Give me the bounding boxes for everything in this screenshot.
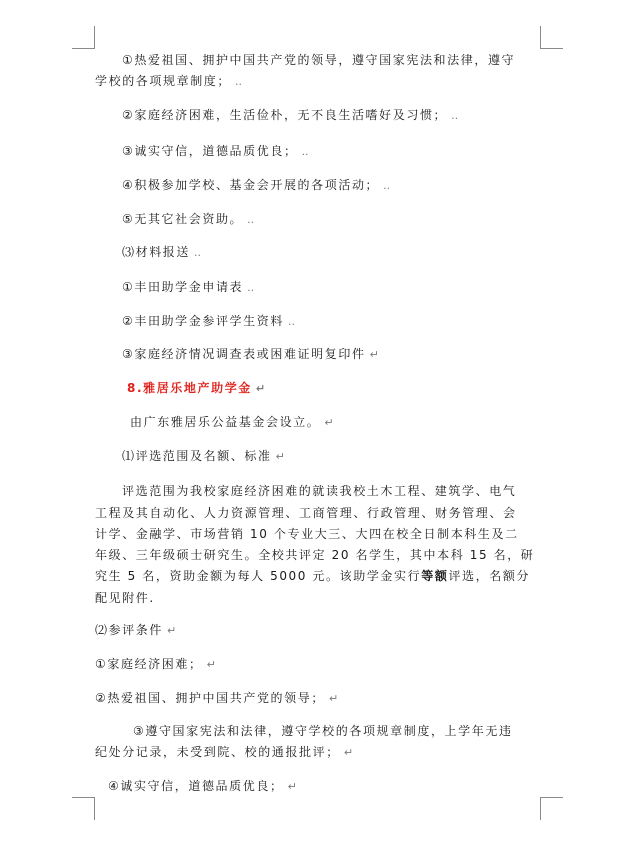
paragraph-mark: .. — [235, 75, 243, 88]
text-line[interactable] — [95, 73, 242, 90]
return-mark: ↵ — [287, 780, 297, 793]
paragraph-mark: .. — [451, 109, 459, 122]
return-mark: ↵ — [328, 692, 339, 705]
text-content: ②丰田助学金参评学生资料 — [122, 314, 284, 328]
text-line[interactable] — [122, 483, 516, 499]
text-content: 配见附件. — [95, 591, 155, 605]
text-line[interactable] — [108, 778, 297, 795]
text-line[interactable] — [95, 744, 353, 761]
text-content: ②热爱祖国、拥护中国共产党的领导； — [95, 691, 325, 705]
text-line[interactable] — [122, 143, 309, 160]
text-content: 评选范围为我校家庭经济困难的就读我校土木工程、建筑学、电气 — [122, 484, 517, 498]
text-line[interactable] — [95, 622, 176, 639]
text-line[interactable] — [122, 279, 254, 296]
paragraph-mark: .. — [287, 315, 295, 328]
text-content: ④积极参加学校、基金会开展的各项活动； — [122, 178, 380, 192]
text-content: 评选，名额分 — [448, 569, 531, 583]
return-mark: ↵ — [206, 658, 216, 671]
bold-text: 等额 — [421, 569, 449, 583]
text-line[interactable] — [130, 414, 334, 431]
text-content: ⑵参评条件 — [95, 623, 164, 637]
text-line[interactable] — [95, 547, 534, 563]
section-heading[interactable] — [127, 380, 265, 397]
corner-mark-top-right — [540, 26, 563, 49]
text-content: ③家庭经济情况调查表或困难证明复印件 — [122, 347, 366, 361]
paragraph-mark: .. — [247, 213, 255, 226]
text-content: ⑶材料报送 — [122, 245, 191, 259]
text-content: ⑤无其它社会资助。 — [122, 212, 244, 226]
text-content: ①热爱祖国、拥护中国共产党的领导，遵守国家宪法和法律，遵守 — [122, 53, 516, 67]
text-line[interactable] — [122, 313, 295, 330]
paragraph-mark: .. — [194, 246, 202, 259]
text-content: ①丰田助学金申请表 — [122, 280, 244, 294]
text-line[interactable] — [95, 526, 519, 542]
text-line[interactable] — [122, 448, 285, 465]
paragraph-mark: .. — [383, 179, 391, 192]
text-content: ③遵守国家宪法和法律，遵守学校的各项规章制度，上学年无违 — [133, 724, 513, 738]
text-content: ②家庭经济困难，生活俭朴，无不良生活嗜好及习惯； — [122, 108, 448, 122]
corner-mark-bottom-left — [72, 797, 95, 820]
return-mark: ↵ — [167, 624, 177, 637]
paragraph-mark: .. — [301, 145, 309, 158]
text-content: ③诚实守信，道德品质优良； — [122, 144, 298, 158]
text-content: ①家庭经济困难； — [95, 657, 203, 671]
corner-mark-bottom-right — [540, 797, 563, 820]
text-line[interactable] — [95, 568, 530, 584]
text-line[interactable] — [122, 244, 201, 261]
heading-text: 8.雅居乐地产助学金 — [127, 381, 252, 395]
text-content: 学校的各项规章制度； — [95, 74, 232, 88]
return-mark: ↵ — [255, 382, 266, 395]
text-line[interactable] — [133, 723, 513, 739]
text-line[interactable] — [95, 590, 155, 606]
text-line[interactable] — [122, 107, 458, 124]
text-content: 年级、三年级硕士研究生。全校共评定 20 名学生，其中本科 15 名，研 — [95, 548, 535, 562]
return-mark: ↵ — [324, 416, 334, 429]
text-content: ⑴评选范围及名额、标准 — [122, 449, 272, 463]
text-content: 由广东雅居乐公益基金会设立。 — [130, 415, 321, 429]
text-line[interactable] — [122, 177, 390, 194]
text-content: ④诚实守信，道德品质优良； — [108, 779, 284, 793]
text-content: 工程及其自动化、人力资源管理、工商管理、行政管理、财务管理、会 — [95, 506, 517, 520]
return-mark: ↵ — [343, 746, 354, 759]
paragraph-mark: .. — [247, 281, 255, 294]
text-line[interactable] — [122, 211, 254, 228]
text-content: 计学、金融学、市场营销 10 个专业大三、大四在校全日制本科生及二 — [95, 527, 519, 541]
text-line[interactable] — [122, 346, 379, 363]
text-line[interactable] — [122, 52, 515, 68]
return-mark: ↵ — [369, 348, 379, 361]
text-content: 纪处分记录，未受到院、校的通报批评； — [95, 745, 340, 759]
return-mark: ↵ — [275, 450, 285, 463]
text-content: 究生 5 名，资助金额为每人 5000 元。该助学金实行 — [95, 569, 422, 583]
text-line[interactable] — [95, 690, 338, 707]
text-line[interactable] — [95, 505, 517, 521]
text-line[interactable] — [95, 656, 216, 673]
corner-mark-top-left — [72, 26, 95, 49]
